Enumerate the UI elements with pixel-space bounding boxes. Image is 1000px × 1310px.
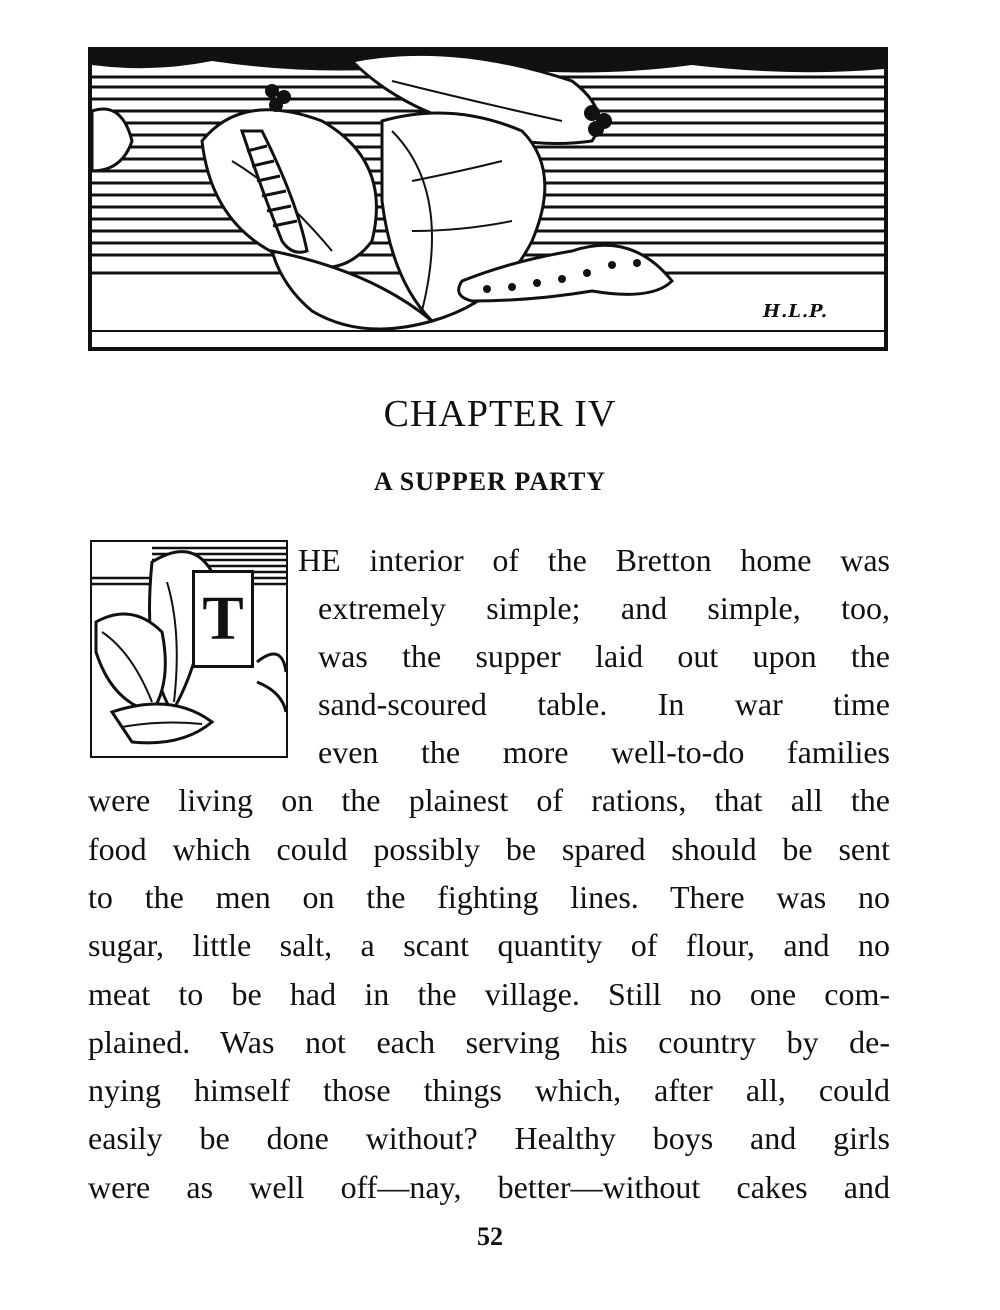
header-illustration bbox=[88, 47, 888, 351]
text-line: plained. Was not each serving his country by de- bbox=[88, 1024, 890, 1060]
text-line: extremely simple; and simple, too, bbox=[318, 590, 890, 626]
text-line: were as well off—nay, better—without cakes and bbox=[88, 1169, 890, 1205]
moth-ornament-icon bbox=[92, 542, 286, 756]
text-line: easily be done without? Healthy boys and girls bbox=[88, 1120, 890, 1156]
artist-signature: H.L.P. bbox=[762, 301, 828, 322]
chapter-subtitle: A SUPPER PARTY bbox=[373, 467, 607, 496]
text-line: was the supper laid out upon the bbox=[318, 638, 890, 674]
text-line: nying himself those things which, after all, could bbox=[88, 1072, 890, 1108]
text-line: sugar, little salt, a scant quantity of flour, and no bbox=[88, 927, 890, 963]
text-line: food which could possibly be spared should be sent bbox=[88, 831, 890, 867]
drop-cap-letter: T bbox=[202, 585, 244, 653]
chapter-heading: CHAPTER IV bbox=[383, 393, 617, 435]
drop-cap-letter-box bbox=[192, 570, 254, 668]
text-line: sand-scoured table. In war time bbox=[318, 686, 890, 722]
page-number: 52 bbox=[477, 1222, 503, 1251]
drop-cap-ornament bbox=[90, 540, 288, 758]
text-line: meat to be had in the village. Still no one com- bbox=[88, 976, 890, 1012]
text-line: to the men on the fighting lines. There was no bbox=[88, 879, 890, 915]
text-line: HE interior of the Bretton home was bbox=[298, 542, 890, 578]
text-line: even the more well-to-do families bbox=[318, 734, 890, 770]
text-line: were living on the plainest of rations, that all the bbox=[88, 782, 890, 818]
